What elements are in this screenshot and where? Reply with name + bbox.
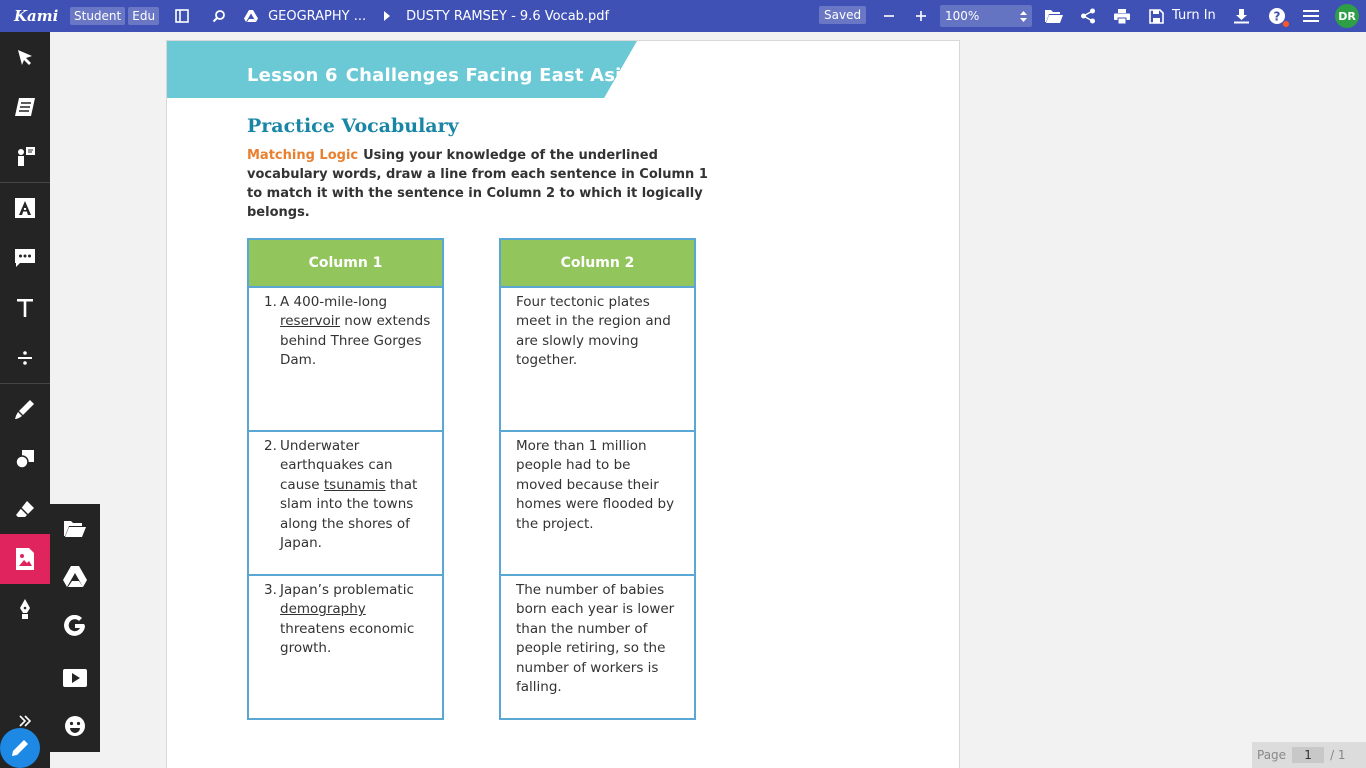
page-indicator [1252,742,1366,768]
item-text [280,581,432,659]
vocab-word: reservoir [280,313,340,330]
equation-icon [18,351,32,365]
lesson-name: Challenges Facing East Asia [345,65,634,86]
kami-logo[interactable]: Kami [14,7,59,25]
open-folder-icon[interactable] [1043,5,1065,27]
print-icon[interactable] [1111,5,1133,27]
column-2-row [501,432,694,576]
zoom-select[interactable] [940,5,1032,27]
menu-icon[interactable] [1300,5,1322,27]
google-icon [64,615,86,637]
reading-tool[interactable] [0,82,50,132]
shapes-icon [15,449,35,469]
comment-tool[interactable] [0,233,50,283]
breadcrumb-folder[interactable]: GEOGRAPHY ... [268,8,367,24]
column-2-row [501,288,694,432]
upload-from-computer-button[interactable] [50,504,100,552]
google-drive-icon [240,5,262,27]
text-fragment: Underwater earthquakes can cause [280,438,393,493]
share-icon[interactable] [1077,5,1099,27]
page-total: / 1 [1330,748,1346,762]
text-fragment: threatens economic growth. [280,620,415,657]
item-text: The number of babies born each year is lower than the number of people retiring, so the number of workers is falling. [516,582,675,696]
column-1-row [249,288,442,432]
dictionary-tool[interactable] [0,132,50,182]
select-icon [16,48,34,66]
item-text [280,437,432,553]
item-number: 2. [264,438,277,454]
column-1 [247,238,444,720]
column-2-row [501,576,694,720]
zoom-out-icon[interactable] [878,5,900,27]
select-arrows-icon [1020,11,1027,22]
equation-tool[interactable] [0,333,50,383]
google-images-button[interactable] [50,602,100,650]
edu-chip[interactable]: Edu [128,7,159,25]
left-toolbar [0,32,50,768]
column-1-row [249,432,442,576]
drawing-icon [15,399,35,419]
shapes-tool[interactable] [0,434,50,484]
avatar[interactable]: DR [1335,4,1359,28]
instructions [247,146,727,222]
annotate-fab[interactable] [0,728,40,768]
page-heading: Practice Vocabulary [247,115,459,137]
item-text: More than 1 million people had to be moved because their homes were flooded by the project. [516,438,675,532]
document-filename[interactable]: DUSTY RAMSEY - 9.6 Vocab.pdf [406,8,610,24]
page-label: Page [1257,748,1287,762]
comment-icon [15,249,35,268]
drawing-tool[interactable] [0,384,50,434]
eraser-icon [15,500,35,518]
vocab-word: tsunamis [323,476,386,493]
zoom-in-icon[interactable] [910,5,932,27]
column-1-header: Column 1 [249,240,442,288]
text-tool[interactable] [0,283,50,333]
svg-text:?: ? [1273,9,1281,24]
text-fragment: Japan’s problematic [280,582,414,598]
lesson-title [247,65,634,86]
markup-tool[interactable] [0,183,50,233]
save-icon[interactable] [1145,5,1167,27]
eraser-tool[interactable] [0,484,50,534]
instruction-text: Using your knowledge of the underlined vocabulary words, draw a line from each sentence in Column 1 to match it with the sentence in Column 2 to which it logically belongs. [247,148,708,220]
signature-tool[interactable] [0,584,50,634]
lesson-number: Lesson 6 [247,65,338,86]
signature-icon [19,599,31,619]
zoom-value: 100% [945,9,980,23]
sidebar-toggle-icon[interactable] [171,5,193,27]
select-tool[interactable] [0,32,50,82]
double-chevron-right-icon [19,715,31,727]
chevron-right-icon [376,5,398,27]
text-fragment: A 400-mile-long [280,294,388,310]
media-flyout [50,504,100,752]
add-media-icon [16,548,34,570]
dictionary-icon [14,146,36,168]
item-number: 1. [264,294,277,310]
saved-status: Saved [819,6,866,24]
markup-icon [15,198,35,218]
item-number: 3. [264,582,277,598]
text-fragment: that slam into the towns along the shores of Japan. [280,476,418,552]
turn-in-button[interactable]: Turn In [1172,8,1216,23]
google-drive-button[interactable] [50,552,100,600]
instruction-label: Matching Logic [247,148,359,163]
notification-dot [1283,21,1289,27]
column-2 [499,238,696,720]
open-folder-icon [63,519,87,538]
emoji-icon [65,716,85,736]
item-text: Four tectonic plates meet in the region and are slowly moving together. [516,294,671,369]
page-number-input[interactable]: 1 [1292,747,1324,763]
text-fragment: now extends behind Three Gorges Dam. [280,313,431,369]
add-media-tool[interactable] [0,534,50,584]
search-icon[interactable] [208,5,230,27]
google-drive-icon [63,566,87,587]
pencil-icon [11,739,29,757]
video-button[interactable] [50,654,100,702]
pdf-page[interactable] [166,40,960,768]
vocab-word: demography [280,601,366,618]
download-icon[interactable] [1230,5,1252,27]
column-1-row [249,576,442,720]
top-bar [0,0,1366,32]
help-icon[interactable] [1266,5,1288,27]
emoji-button[interactable] [50,702,100,750]
reading-icon [13,97,37,117]
item-text [280,293,432,371]
text-icon [17,299,33,317]
student-chip[interactable]: Student [70,7,125,25]
video-icon [63,669,87,687]
column-2-header: Column 2 [501,240,694,288]
